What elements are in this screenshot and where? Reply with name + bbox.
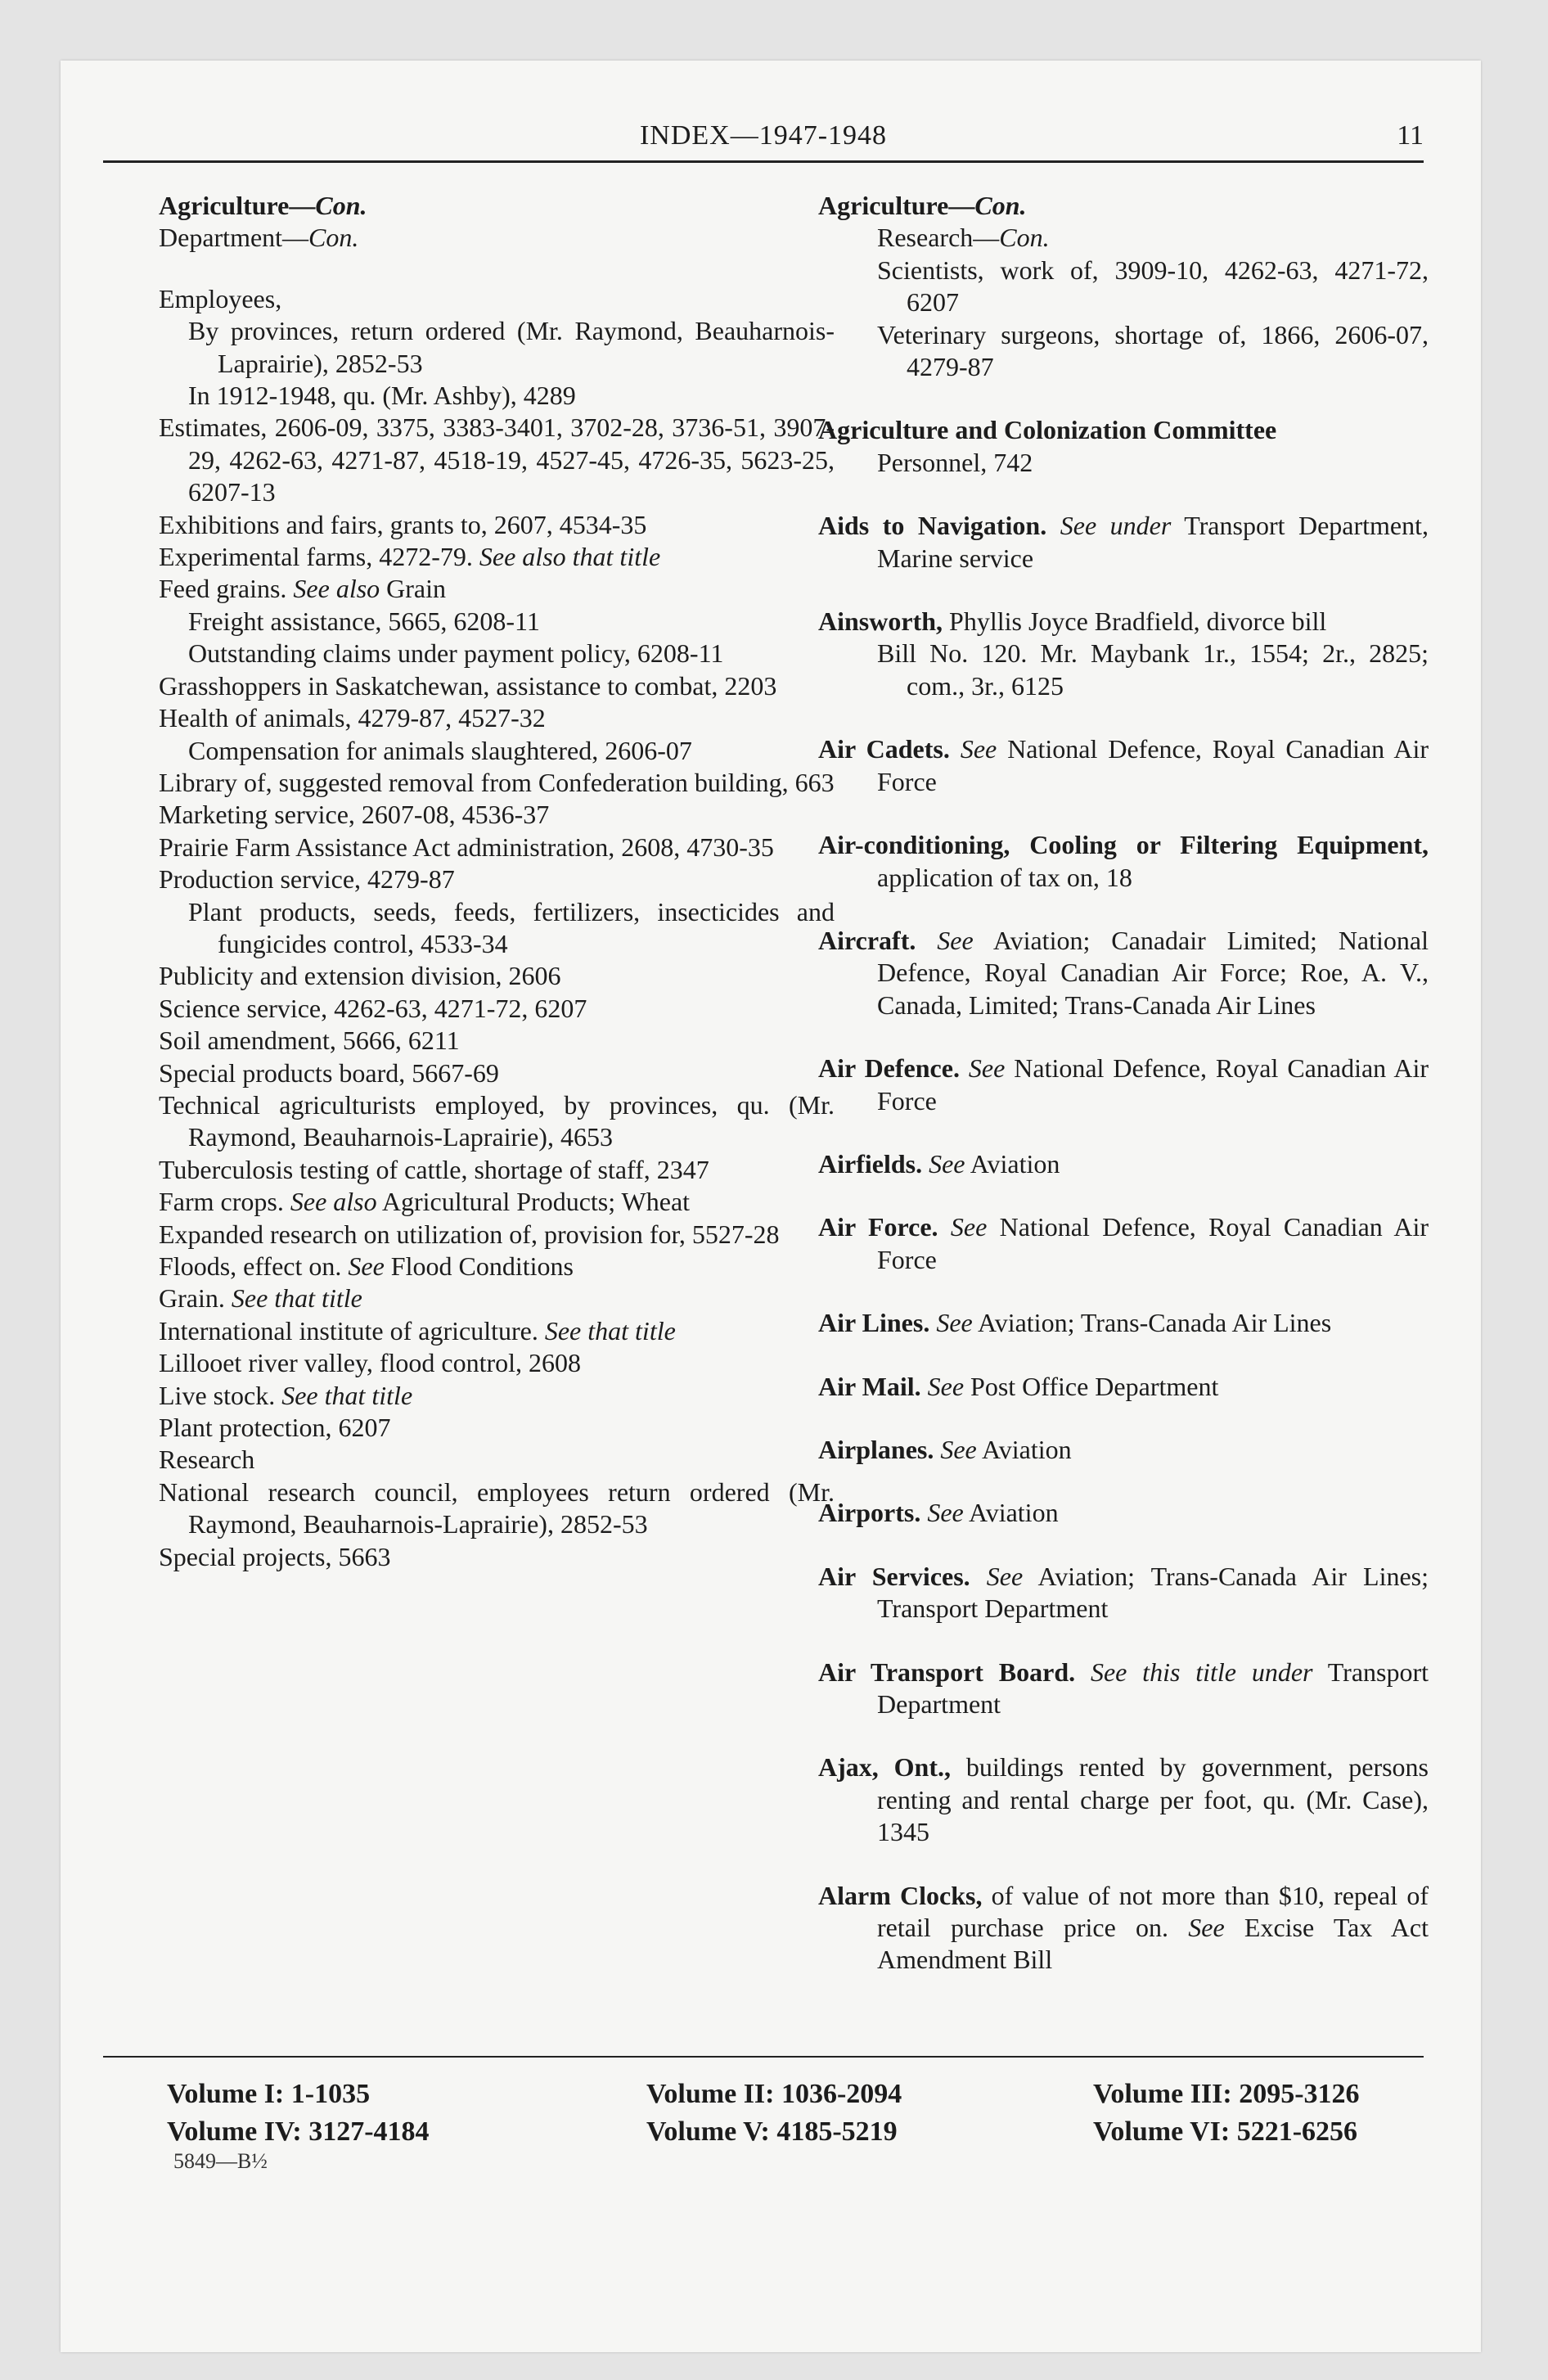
entry-heading: Airfields. xyxy=(818,1148,923,1179)
index-subentry xyxy=(159,1282,835,1314)
cross-reference: See xyxy=(348,1251,385,1281)
cross-reference: See xyxy=(927,1371,965,1401)
entry-text: Aviation xyxy=(963,1498,1059,1528)
entry-text: Aviation; Trans-Canada Air Lines xyxy=(972,1308,1332,1338)
index-entry xyxy=(818,1880,1429,1977)
cross-reference: See that title xyxy=(231,1283,362,1314)
index-entry xyxy=(818,606,1429,638)
index-subentry xyxy=(159,702,835,734)
entry-text: Grain xyxy=(380,574,447,604)
entry-text: application of tax on, 18 xyxy=(877,862,1132,892)
index-subentry xyxy=(159,1089,835,1154)
entry-text: National research council, employees return ordered (Mr. Raymond, Beauharnois-Laprairie), 2852-53 xyxy=(159,1476,835,1539)
entry-heading: Air Lines. xyxy=(818,1308,930,1338)
header-rule xyxy=(103,160,1424,163)
index-subentry xyxy=(159,412,835,508)
index-subentry xyxy=(188,735,835,767)
index-entry xyxy=(818,1657,1429,1721)
entry-heading: Airplanes. xyxy=(818,1434,934,1464)
index-subentry xyxy=(818,638,1429,702)
entry-text: Post Office Department xyxy=(964,1371,1219,1401)
cross-reference: See xyxy=(968,1053,1006,1084)
footer-rule xyxy=(103,2056,1424,2058)
entry-heading: Ainsworth, xyxy=(818,606,943,637)
entry-text: Special products board, 5667-69 xyxy=(159,1057,499,1088)
index-subentry xyxy=(159,960,835,992)
index-subentry xyxy=(159,670,835,702)
entry-text: Exhibitions and fairs, grants to, 2607, 4534-35 xyxy=(159,509,647,539)
entry-text xyxy=(921,1372,928,1401)
entry-text: Research— xyxy=(877,223,1000,253)
index-subentry xyxy=(159,1025,835,1057)
entry-text: Transport Department xyxy=(877,1657,1429,1719)
index-entry xyxy=(818,1434,1429,1466)
entry-text: National Defence, Royal Canadian Air Force xyxy=(877,1053,1429,1116)
index-entry xyxy=(818,510,1429,575)
index-subentry xyxy=(188,606,835,638)
entry-heading: Aircraft. xyxy=(818,925,916,955)
cross-reference: See also xyxy=(290,1187,377,1217)
cross-reference: See xyxy=(937,925,974,955)
volume-label: Volume VI: 5221-6256 xyxy=(1093,2116,1358,2147)
cross-reference: See xyxy=(927,1498,964,1528)
entry-text: Compensation for animals slaughtered, 2606-07 xyxy=(188,735,692,765)
index-entry xyxy=(818,925,1429,1021)
entry-text: Health of animals, 4279-87, 4527-32 xyxy=(159,703,546,733)
printer-code: 5849—B½ xyxy=(173,2149,268,2173)
entry-text: Aviation xyxy=(965,1148,1060,1179)
entry-text: Scientists, work of, 3909-10, 4262-63, 4271-72, 6207 xyxy=(877,255,1429,318)
entry-text: Veterinary surgeons, shortage of, 1866, 2606-07, 4279-87 xyxy=(877,319,1429,382)
entry-heading: Air-conditioning, Cooling or Filtering Equipment, xyxy=(818,830,1429,860)
index-subentry xyxy=(159,1057,835,1089)
entry-text: Feed grains. xyxy=(159,574,294,604)
index-entry xyxy=(818,1561,1429,1625)
volume-label: Volume II: 1036-2094 xyxy=(646,2079,902,2109)
index-entry xyxy=(818,1497,1429,1529)
index-entry xyxy=(818,414,1429,446)
index-subentry xyxy=(188,315,835,380)
cross-reference: Con. xyxy=(315,191,367,220)
entry-text xyxy=(1075,1657,1091,1687)
cross-reference: See also xyxy=(293,574,380,604)
entry-heading: Air Transport Board. xyxy=(818,1657,1076,1687)
index-subentry xyxy=(159,767,835,799)
cross-reference: See xyxy=(940,1434,977,1464)
index-subentry xyxy=(159,509,835,541)
entry-heading: Air Mail. xyxy=(818,1371,921,1401)
index-subentry xyxy=(818,447,1429,479)
index-subentry xyxy=(188,380,835,412)
entry-text: Agriculture— xyxy=(818,191,975,220)
index-subentry xyxy=(159,1380,835,1412)
cross-reference: See xyxy=(936,1308,973,1338)
entry-text: Outstanding claims under payment policy, 6208-11 xyxy=(188,638,724,669)
entry-text: In 1912-1948, qu. (Mr. Ashby), 4289 xyxy=(188,381,576,411)
entry-text xyxy=(950,734,961,764)
index-subentry xyxy=(159,799,835,831)
cross-reference: See xyxy=(1188,1913,1225,1943)
entry-text: Excise Tax Act Amendment Bill xyxy=(877,1913,1429,1975)
entry-text: Agriculture— xyxy=(159,191,316,220)
cross-reference: See that title xyxy=(281,1380,413,1410)
index-subentry xyxy=(159,832,835,863)
entry-text: Bill No. 120. Mr. Maybank 1r., 1554; 2r., 2825; com., 3r., 6125 xyxy=(877,638,1429,701)
entry-text: By provinces, return ordered (Mr. Raymond, Beauharnois-Laprairie), 2852-53 xyxy=(188,316,835,378)
entry-text: Science service, 4262-63, 4271-72, 6207 xyxy=(159,993,587,1023)
entry-text: Lillooet river valley, flood control, 2608 xyxy=(159,1348,582,1378)
left-column xyxy=(159,190,835,1573)
entry-heading: Air Cadets. xyxy=(818,734,950,764)
entry-text: Estimates, 2606-09, 3375, 3383-3401, 3702-28, 3736-51, 3907-29, 4262-63, 4271-87, 4518-19, 4527-45, 4726-35, 5623-25, 6207-13 xyxy=(159,412,835,507)
index-subentry xyxy=(159,1347,835,1379)
index-entry xyxy=(818,1751,1429,1848)
entry-text xyxy=(938,1212,951,1242)
entry-heading: Agriculture and Colonization Committee xyxy=(818,415,1277,445)
entry-text: Grain. xyxy=(159,1283,232,1314)
entry-text: Marketing service, 2607-08, 4536-37 xyxy=(159,800,550,830)
entry-heading: Airports. xyxy=(818,1498,921,1528)
index-subentry xyxy=(159,1412,835,1444)
entry-text: Aviation; Trans-Canada Air Lines; Transport Department xyxy=(877,1561,1429,1624)
page-header xyxy=(103,119,1424,152)
index-entry xyxy=(818,1307,1429,1339)
cross-reference: See xyxy=(960,734,997,764)
index-entry xyxy=(818,1053,1429,1117)
entry-text: Experimental farms, 4272-79. xyxy=(159,542,479,572)
entry-text: Aviation; Canadair Limited; National Defence, Royal Canadian Air Force; Roe, A. V., Canada, Limited; Trans-Canada Air Lines xyxy=(877,925,1429,1020)
cross-reference: See also that title xyxy=(479,542,661,572)
entry-text: Tuberculosis testing of cattle, shortage of staff, 2347 xyxy=(159,1154,709,1184)
cross-reference: Con. xyxy=(999,223,1050,253)
index-subentry xyxy=(159,222,835,254)
entry-text: Personnel, 742 xyxy=(877,447,1033,477)
cross-reference: See xyxy=(950,1212,988,1242)
entry-text: Soil amendment, 5666, 6211 xyxy=(159,1025,460,1056)
entry-text xyxy=(970,1562,987,1591)
entry-text: Aviation xyxy=(976,1434,1072,1464)
entry-text: Phyllis Joyce Bradfield, divorce bill xyxy=(943,606,1327,637)
index-entry xyxy=(818,1211,1429,1276)
entry-heading: Alarm Clocks, xyxy=(818,1880,983,1910)
volume-footer xyxy=(167,2076,1443,2151)
index-heading xyxy=(818,190,1429,222)
entry-text: Employees, xyxy=(159,283,282,313)
index-subentry xyxy=(159,1154,835,1186)
index-subentry xyxy=(159,1444,835,1476)
index-subentry xyxy=(159,573,835,605)
entry-heading: Air Services. xyxy=(818,1561,970,1591)
entry-text: buildings rented by government, persons renting and rental charge per foot, qu. (Mr. Case), 1345 xyxy=(877,1752,1429,1847)
index-subentry xyxy=(159,1315,835,1347)
entry-text: Expanded research on utilization of, provision for, 5527-28 xyxy=(159,1219,780,1249)
entry-text: National Defence, Royal Canadian Air Force xyxy=(877,1212,1429,1274)
cross-reference: Con. xyxy=(974,191,1027,220)
page-number: 11 xyxy=(1397,120,1424,151)
index-entry xyxy=(818,1371,1429,1403)
index-subentry xyxy=(159,541,835,573)
index-subentry xyxy=(818,222,1429,254)
entry-text: Technical agriculturists employed, by provinces, qu. (Mr. Raymond, Beauharnois-Laprairie), 4653 xyxy=(159,1089,835,1152)
cross-reference: See under xyxy=(1060,511,1172,541)
entry-text: Production service, 4279-87 xyxy=(159,864,455,895)
cross-reference: See this title under xyxy=(1090,1657,1313,1687)
entry-text: Live stock. xyxy=(159,1380,282,1410)
index-subentry xyxy=(159,1186,835,1218)
index-subentry xyxy=(159,1251,835,1282)
entry-text: Transport Department, Marine service xyxy=(877,511,1429,573)
entry-text xyxy=(1046,511,1060,540)
volume-label: Volume IV: 3127-4184 xyxy=(167,2116,430,2147)
volume-row xyxy=(167,2113,1443,2151)
page-title: INDEX—1947-1948 xyxy=(639,120,888,151)
entry-text: Farm crops. xyxy=(159,1187,290,1217)
cross-reference: See xyxy=(929,1148,965,1179)
entry-text: Floods, effect on. xyxy=(159,1251,349,1281)
right-column xyxy=(818,190,1429,1977)
entry-text: Department— xyxy=(159,223,309,253)
index-entry xyxy=(818,1148,1429,1180)
entry-text: International institute of agriculture. xyxy=(159,1315,545,1346)
entry-text xyxy=(922,1149,929,1179)
entry-text: National Defence, Royal Canadian Air Force xyxy=(877,734,1429,796)
entry-text: Grasshoppers in Saskatchewan, assistance to combat, 2203 xyxy=(159,670,777,701)
volume-label: Volume I: 1-1035 xyxy=(167,2079,371,2109)
entry-text: Prairie Farm Assistance Act administration, 2608, 4730-35 xyxy=(159,832,774,862)
entry-text: Plant protection, 6207 xyxy=(159,1413,391,1443)
index-subentry xyxy=(159,1541,835,1573)
index-subentry xyxy=(159,1219,835,1251)
entry-text: Publicity and extension division, 2606 xyxy=(159,961,561,991)
cross-reference: See that title xyxy=(544,1315,676,1346)
index-entry xyxy=(818,733,1429,798)
entry-text: Research xyxy=(159,1445,255,1475)
entry-text: of value of not more than $10, repeal of retail purchase price on. xyxy=(877,1880,1429,1943)
index-entry xyxy=(818,829,1429,894)
entry-heading: Aids to Navigation. xyxy=(818,511,1047,541)
index-subentry xyxy=(818,255,1429,319)
index-subentry xyxy=(188,896,835,961)
entry-text xyxy=(916,926,937,955)
volume-label: Volume V: 4185-5219 xyxy=(646,2116,898,2147)
index-heading xyxy=(159,190,835,222)
cross-reference: Con. xyxy=(308,223,359,253)
entry-heading: Air Force. xyxy=(818,1212,938,1242)
entry-text: Special projects, 5663 xyxy=(159,1541,391,1571)
entry-text: Agricultural Products; Wheat xyxy=(376,1187,691,1217)
entry-text: Freight assistance, 5665, 6208-11 xyxy=(188,606,540,636)
entry-heading: Air Defence. xyxy=(818,1053,960,1084)
entry-text: Library of, suggested removal from Confederation building, 663 xyxy=(159,767,835,797)
index-subentry xyxy=(159,283,835,315)
entry-text: Flood Conditions xyxy=(384,1251,574,1281)
volume-row xyxy=(167,2076,1443,2113)
index-subentry xyxy=(159,1476,835,1541)
cross-reference: See xyxy=(986,1561,1024,1591)
entry-text: Plant products, seeds, feeds, fertilizers, insecticides and fungicides control, 4533-34 xyxy=(188,896,835,958)
index-subentry xyxy=(159,863,835,895)
index-subentry xyxy=(159,993,835,1025)
index-subentry xyxy=(188,638,835,669)
entry-heading: Ajax, Ont., xyxy=(818,1752,951,1783)
volume-label: Volume III: 2095-3126 xyxy=(1093,2079,1360,2109)
entry-text xyxy=(960,1053,969,1083)
index-subentry xyxy=(818,319,1429,384)
